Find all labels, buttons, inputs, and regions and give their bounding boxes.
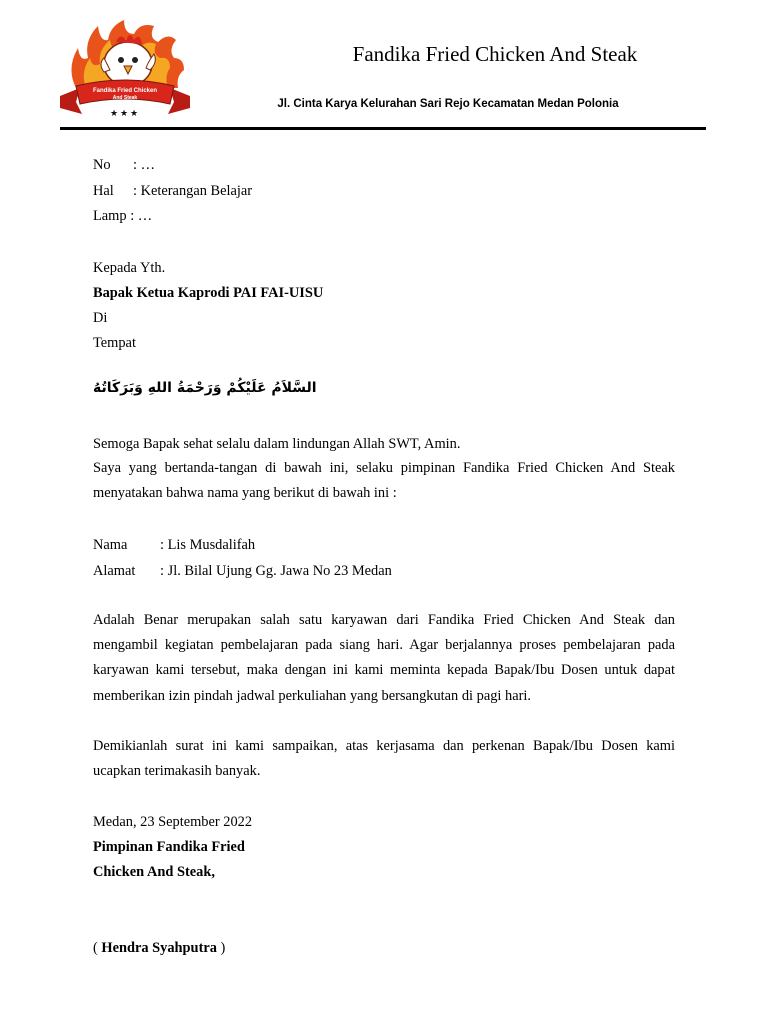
nama-label: Nama	[93, 537, 128, 553]
company-address: Jl. Cinta Karya Kelurahan Sari Rejo Kecamatan Medan Polonia	[277, 98, 619, 110]
signer-name: Hendra Syahputra	[101, 940, 217, 956]
body-paragraph-main: Adalah Benar merupakan salah satu karyawan dari Fandika Fried Chicken And Steak dan mengambil kegiatan pembelajaran pada siang hari. Agar berjalannya proses pembelajaran pada karyawan kami tersebut, maka dengan ini kami meminta kepada Bapak/Ibu Dosen untuk dapat memberikan izin pindah jadwal perkuliahan yang bersangkutan di pagi hari.	[93, 612, 675, 704]
paren-close: )	[216, 940, 226, 956]
lamp-label: Lamp	[93, 208, 127, 224]
paren-open: (	[93, 940, 102, 956]
svg-text:★: ★	[110, 109, 119, 119]
logo-text-line1: Fandika Fried Chicken	[92, 88, 158, 94]
no-label: No	[93, 157, 111, 173]
recipient-greeting: Kepada Yth.	[93, 260, 166, 276]
letter-attachment	[93, 206, 152, 226]
company-name: Fandika Fried Chicken And Steak	[352, 42, 638, 66]
letter-subject	[93, 181, 252, 201]
recipient-name: Bapak Ketua Kaprodi PAI FAI-UISU	[93, 285, 324, 301]
star-icons	[110, 109, 138, 119]
signer-title-line2: Chicken And Steak,	[93, 864, 215, 880]
body-intro: Saya yang bertanda-tangan di bawah ini, selaku pimpinan Fandika Fried Chicken And Steak menyatakan bahwa nama yang berikut di bawah ini :	[93, 460, 675, 502]
alamat-row	[93, 561, 392, 581]
alamat-value: : Jl. Bilal Ujung Gg. Jawa No 23 Medan	[160, 563, 392, 579]
recipient-di: Di	[93, 310, 108, 326]
no-value: : …	[133, 157, 155, 173]
hal-label: Hal	[93, 183, 114, 199]
signer-block	[93, 938, 225, 958]
nama-value: : Lis Musdalifah	[160, 537, 256, 553]
body-opening: Semoga Bapak sehat selalu dalam lindungan Allah SWT, Amin.	[93, 436, 461, 452]
letterhead-divider	[60, 127, 706, 130]
svg-text:★: ★	[130, 109, 139, 119]
nama-row	[93, 535, 255, 555]
letter-number	[93, 155, 155, 175]
hal-value: : Keterangan Belajar	[133, 183, 253, 199]
recipient-place: Tempat	[93, 335, 136, 351]
arabic-salutation: السَّلاَمُ عَلَيْكُمْ وَرَحْمَةُ اللهِ وَبَرَكَاتُهُ	[93, 380, 317, 396]
logo-text-line2: And Steak	[112, 95, 138, 101]
alamat-label: Alamat	[93, 563, 136, 579]
body-paragraph-closing: Demikianlah surat ini kami sampaikan, atas kerjasama dan perkenan Bapak/Ibu Dosen kami ucapkan terimakasih banyak.	[93, 738, 675, 780]
company-logo	[58, 18, 192, 120]
signer-title-line1: Pimpinan Fandika Fried	[93, 839, 245, 855]
lamp-value: : …	[130, 208, 153, 224]
letter-date: Medan, 23 September 2022	[93, 814, 253, 830]
svg-text:★: ★	[120, 109, 129, 119]
